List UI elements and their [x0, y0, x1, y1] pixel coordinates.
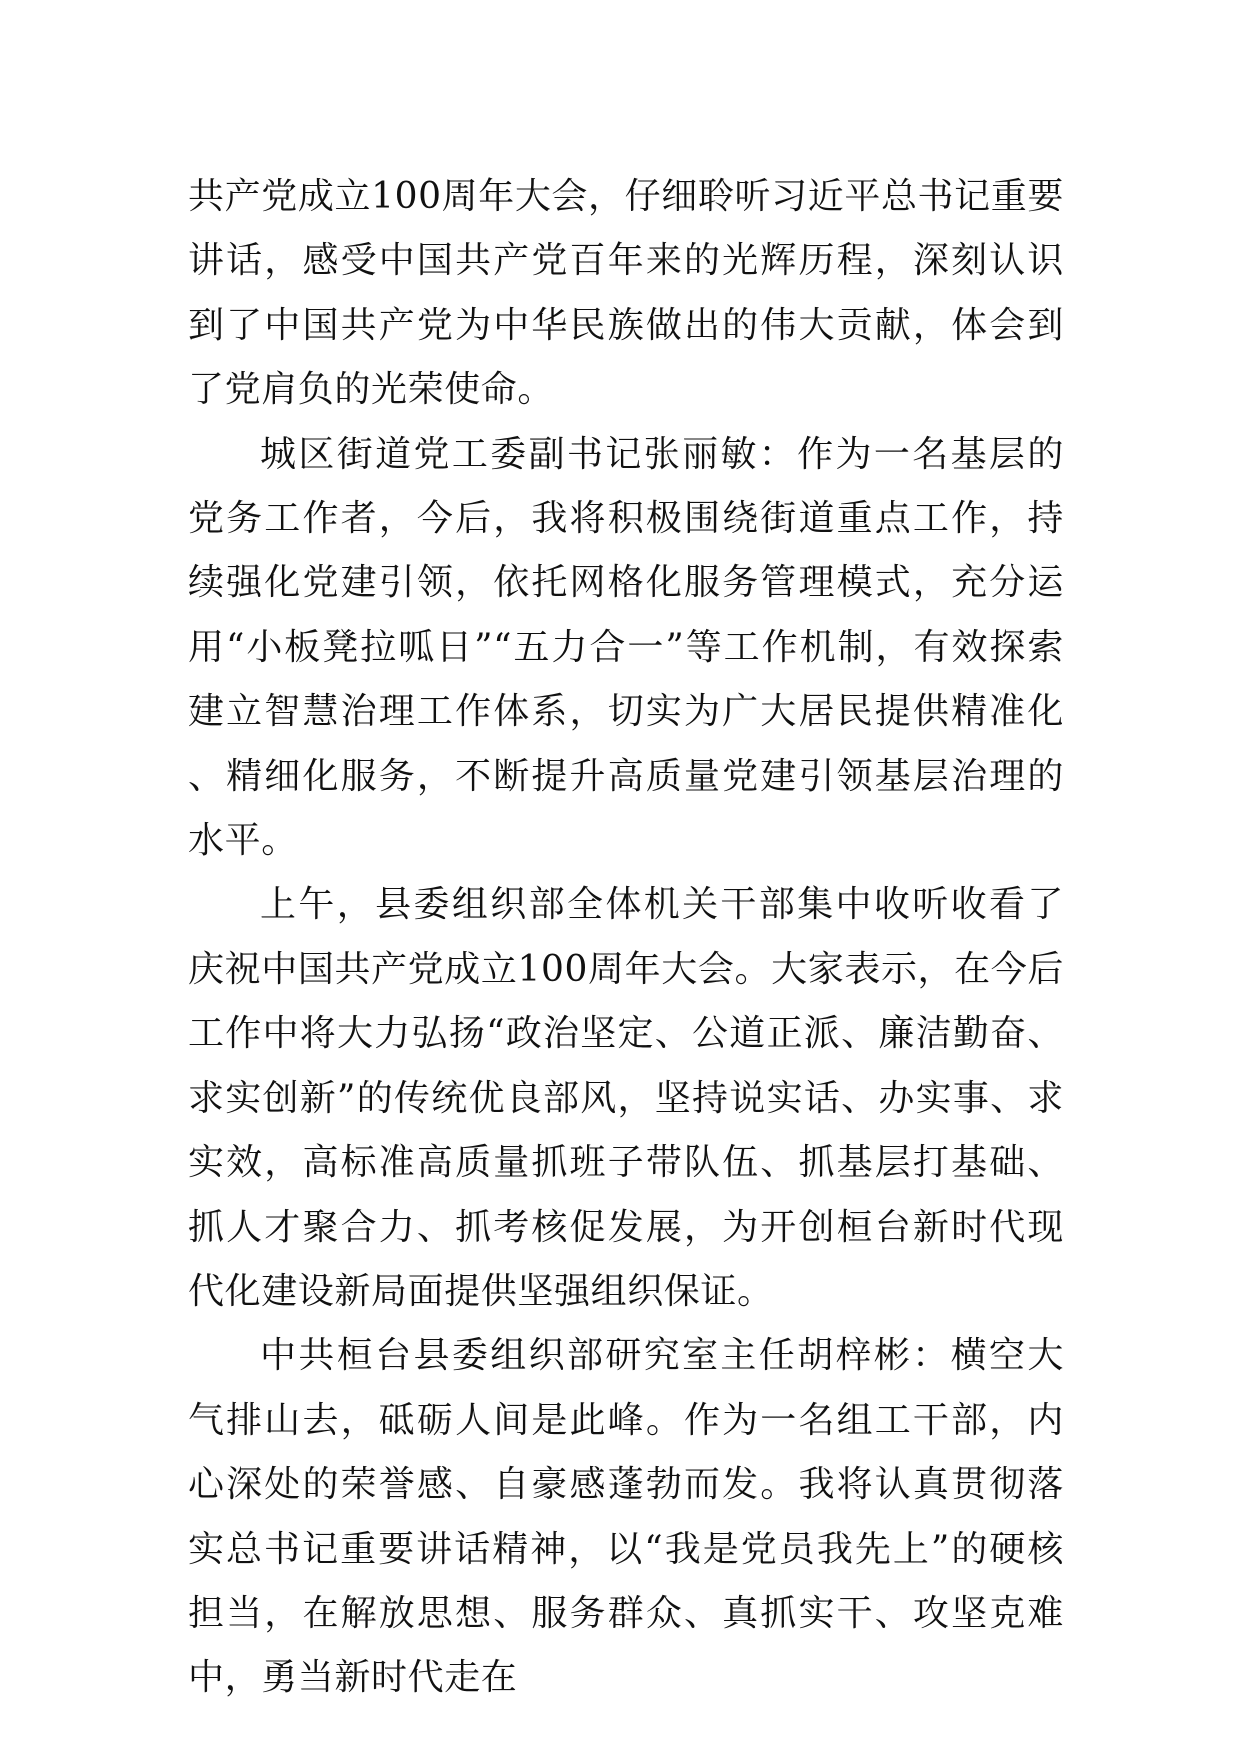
paragraph-hu-zibin-quote: 中共桓台县委组织部研究室主任胡梓彬：横空大气排山去，砥砺人间是此峰。作为一名组工干部，内心深处的荣誉感、自豪感蓬勃而发。我将认真贯彻落实总书记重要讲话精神，以“我是党员我先上”的硬核担当，在解放思想、服务群众、真抓实干、攻坚克难中，勇当新时代走在 — [188, 1335, 1064, 1699]
body-text — [188, 165, 1064, 1711]
paragraph-continued: 共产党成立100周年大会，仔细聆听习近平总书记重要讲话，感受中国共产党百年来的光辉历程，深刻认识到了中国共产党为中华民族做出的伟大贡献，体会到了党肩负的光荣使命。 — [188, 176, 1064, 411]
paragraph-organization-dept: 上午，县委组织部全体机关干部集中收听收看了庆祝中国共产党成立100周年大会。大家表示，在今后工作中将大力弘扬“政治坚定、公道正派、廉洁勤奋、求实创新”的传统优良部风，坚持说实话、办实事、求实效，高标准高质量抓班子带队伍、抓基层打基础、抓人才聚合力、抓考核促发展，为开创桓台新时代现代化建设新局面提供坚强组织保证。 — [188, 884, 1064, 1312]
paragraph-zhang-liming-quote: 城区街道党工委副书记张丽敏：作为一名基层的党务工作者，今后，我将积极围绕街道重点工作，持续强化党建引领，依托网格化服务管理模式，充分运用“小板凳拉呱日”“五力合一”等工作机制，有效探索建立智慧治理工作体系，切实为广大居民提供精准化、精细化服务，不断提升高质量党建引领基层治理的水平。 — [188, 433, 1064, 862]
